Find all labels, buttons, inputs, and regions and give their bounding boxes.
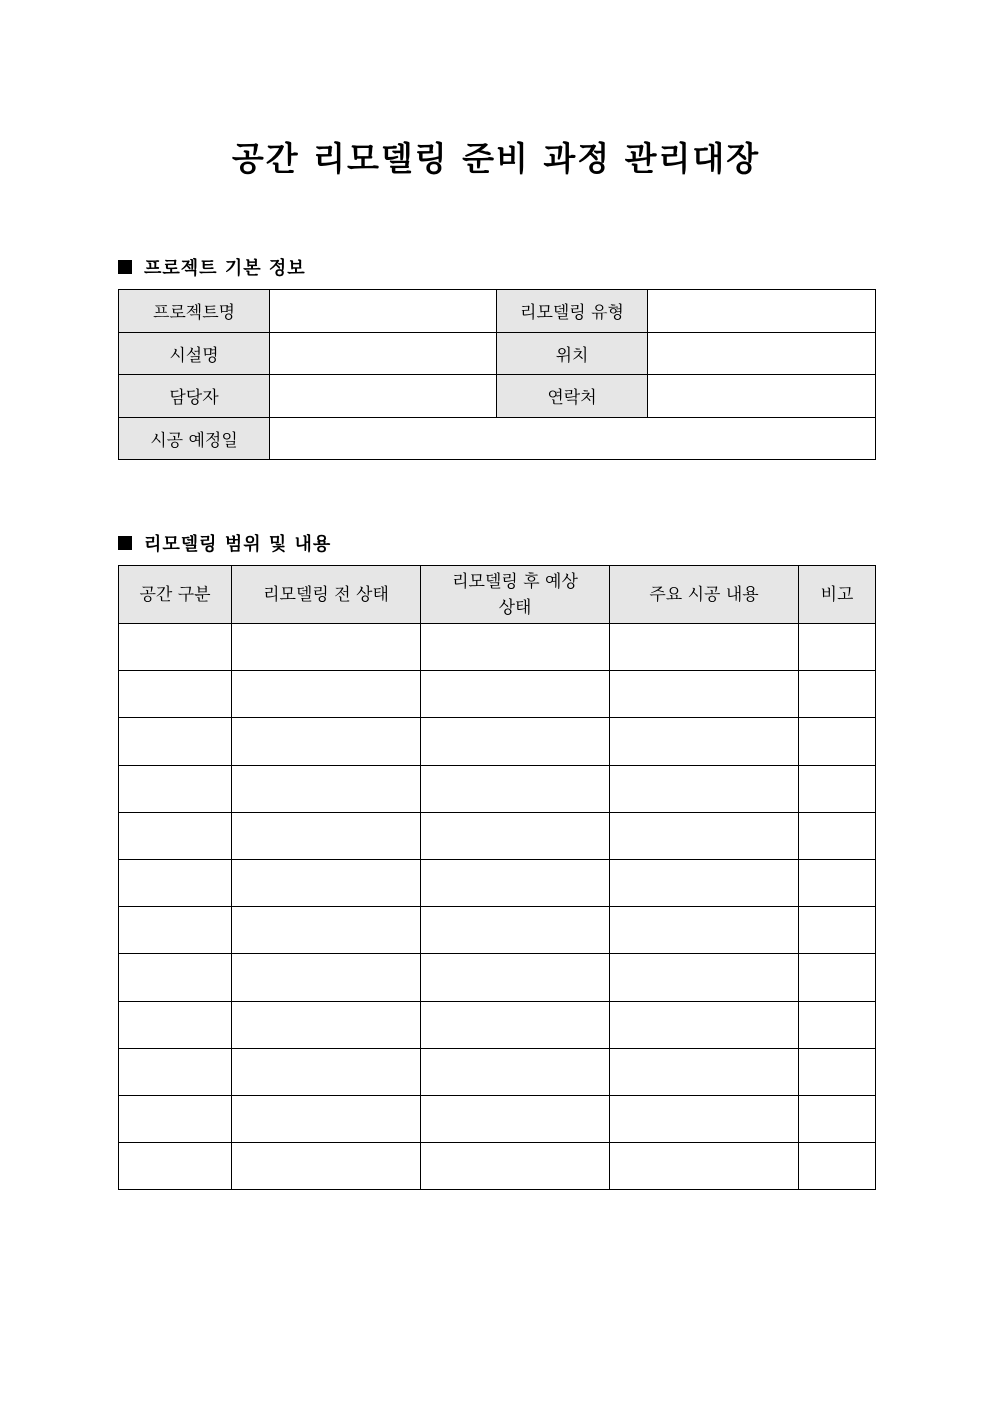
- table-cell[interactable]: [799, 671, 876, 718]
- facility-label: 시설명: [119, 332, 270, 375]
- table-cell[interactable]: [610, 1095, 799, 1142]
- table-cell[interactable]: [119, 1143, 232, 1190]
- table-cell[interactable]: [232, 1143, 421, 1190]
- table-row: [119, 765, 876, 812]
- table-cell[interactable]: [421, 624, 610, 671]
- table-cell[interactable]: [119, 671, 232, 718]
- table-cell[interactable]: [610, 671, 799, 718]
- table-cell[interactable]: [421, 859, 610, 906]
- table-row: [119, 812, 876, 859]
- table-row: [119, 624, 876, 671]
- manager-label: 담당자: [119, 375, 270, 418]
- table-cell[interactable]: [610, 954, 799, 1001]
- table-row: [119, 954, 876, 1001]
- table-cell[interactable]: [232, 1048, 421, 1095]
- table-cell[interactable]: [232, 624, 421, 671]
- table-cell[interactable]: [610, 1143, 799, 1190]
- schedule-field[interactable]: [270, 417, 876, 460]
- table-cell[interactable]: [119, 954, 232, 1001]
- table-cell[interactable]: [232, 859, 421, 906]
- table-cell[interactable]: [421, 671, 610, 718]
- table-cell[interactable]: [232, 812, 421, 859]
- page-title: 공간 리모델링 준비 과정 관리대장: [231, 139, 761, 178]
- table-cell[interactable]: [799, 624, 876, 671]
- scope-table: [118, 565, 876, 1190]
- table-cell[interactable]: [799, 1001, 876, 1048]
- schedule-label: 시공 예정일: [119, 417, 270, 460]
- table-cell[interactable]: [232, 671, 421, 718]
- table-row: [119, 1048, 876, 1095]
- table-cell[interactable]: [421, 907, 610, 954]
- table-cell[interactable]: [421, 954, 610, 1001]
- table-cell[interactable]: [610, 907, 799, 954]
- table-cell[interactable]: [232, 1095, 421, 1142]
- table-cell[interactable]: [119, 812, 232, 859]
- project-name-label: 프로젝트명: [119, 290, 270, 333]
- scope-column-header: 리모델링 전 상태: [232, 566, 421, 624]
- remodel-type-field[interactable]: [648, 290, 876, 333]
- table-cell[interactable]: [799, 954, 876, 1001]
- scope-heading-text: 리모델링 범위 및 내용: [144, 534, 332, 555]
- table-cell[interactable]: [421, 1001, 610, 1048]
- table-row: [119, 1001, 876, 1048]
- table-cell[interactable]: [610, 859, 799, 906]
- table-cell[interactable]: [119, 1001, 232, 1048]
- table-cell[interactable]: [799, 859, 876, 906]
- table-cell[interactable]: [610, 624, 799, 671]
- table-cell[interactable]: [119, 765, 232, 812]
- table-cell[interactable]: [119, 624, 232, 671]
- table-row: [119, 1095, 876, 1142]
- table-cell[interactable]: [119, 1095, 232, 1142]
- table-cell[interactable]: [119, 718, 232, 765]
- project-info-table: [118, 289, 876, 460]
- table-cell[interactable]: [799, 1048, 876, 1095]
- square-bullet-icon: [118, 536, 132, 550]
- table-row: [119, 907, 876, 954]
- table-cell[interactable]: [232, 718, 421, 765]
- table-row: [119, 859, 876, 906]
- table-cell[interactable]: [119, 907, 232, 954]
- scope-column-header: 주요 시공 내용: [610, 566, 799, 624]
- table-cell[interactable]: [610, 765, 799, 812]
- table-cell[interactable]: [421, 812, 610, 859]
- location-label: 위치: [497, 332, 648, 375]
- contact-field[interactable]: [648, 375, 876, 418]
- square-bullet-icon: [118, 260, 132, 274]
- table-cell[interactable]: [799, 907, 876, 954]
- table-row: [119, 718, 876, 765]
- table-cell[interactable]: [421, 765, 610, 812]
- project-name-field[interactable]: [270, 290, 497, 333]
- table-cell[interactable]: [421, 1143, 610, 1190]
- table-cell[interactable]: [799, 718, 876, 765]
- table-cell[interactable]: [232, 907, 421, 954]
- scope-column-header: 공간 구분: [119, 566, 232, 624]
- table-cell[interactable]: [610, 812, 799, 859]
- table-cell[interactable]: [799, 765, 876, 812]
- table-cell[interactable]: [421, 718, 610, 765]
- scope-column-header: 비고: [799, 566, 876, 624]
- table-cell[interactable]: [610, 1048, 799, 1095]
- table-cell[interactable]: [119, 859, 232, 906]
- scope-header-row: [119, 566, 876, 624]
- table-cell[interactable]: [610, 1001, 799, 1048]
- table-cell[interactable]: [232, 765, 421, 812]
- table-cell[interactable]: [799, 812, 876, 859]
- location-field[interactable]: [648, 332, 876, 375]
- table-cell[interactable]: [232, 954, 421, 1001]
- table-row: [119, 1143, 876, 1190]
- table-cell[interactable]: [799, 1143, 876, 1190]
- table-cell[interactable]: [232, 1001, 421, 1048]
- project-info-heading: [118, 254, 306, 280]
- scope-column-header: 리모델링 후 예상 상태: [421, 566, 610, 624]
- table-row: [119, 671, 876, 718]
- contact-label: 연락처: [497, 375, 648, 418]
- table-cell[interactable]: [799, 1095, 876, 1142]
- manager-field[interactable]: [270, 375, 497, 418]
- table-cell[interactable]: [610, 718, 799, 765]
- remodel-type-label: 리모델링 유형: [497, 290, 648, 333]
- table-cell[interactable]: [119, 1048, 232, 1095]
- table-cell[interactable]: [421, 1095, 610, 1142]
- table-cell[interactable]: [421, 1048, 610, 1095]
- scope-heading: [118, 530, 331, 556]
- project-info-heading-text: 프로젝트 기본 정보: [144, 258, 306, 279]
- facility-field[interactable]: [270, 332, 497, 375]
